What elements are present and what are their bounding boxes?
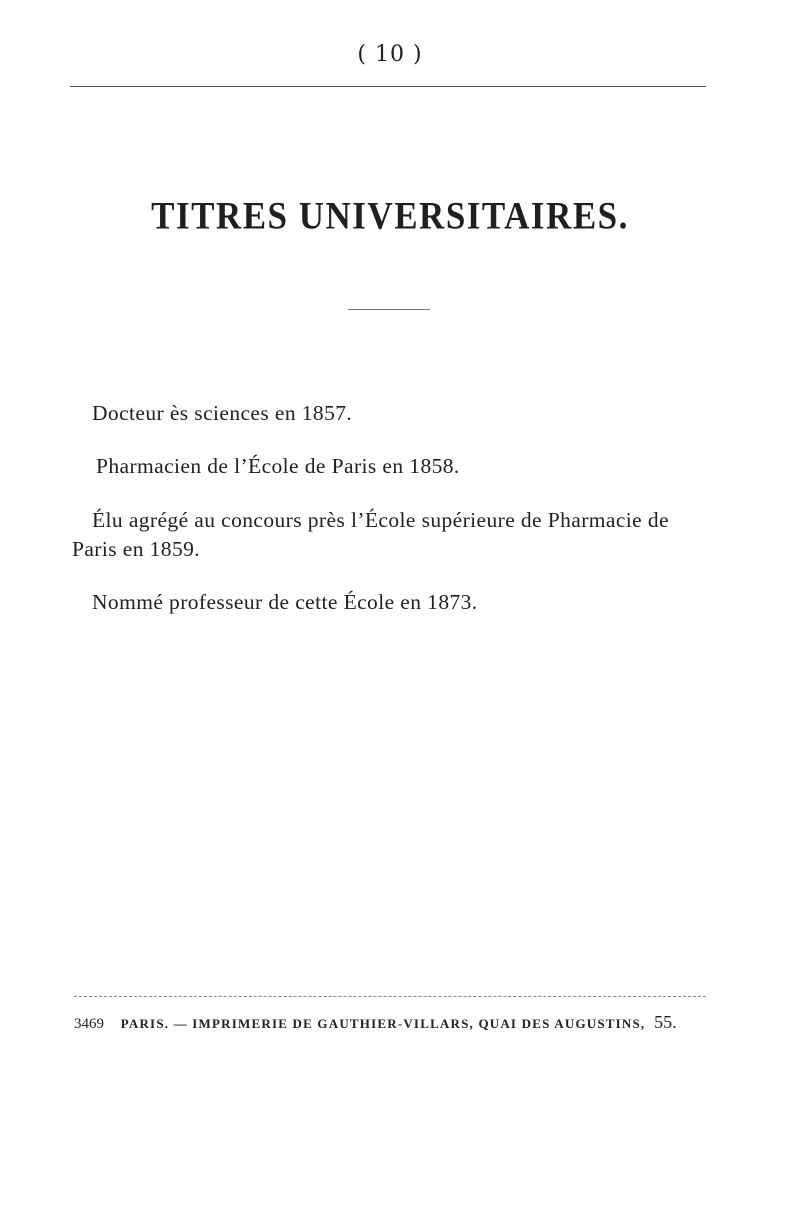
paragraph-doctorate: Docteur ès sciences en 1857. <box>92 401 353 425</box>
page-number: ( 10 ) <box>357 42 423 67</box>
paragraph-professor: Nommé professeur de cette École en 1873. <box>92 590 478 614</box>
imprint-text: PARIS. — IMPRIMERIE DE GAUTHIER-VILLARS, QUAI DES AUGUSTINS, <box>120 1016 646 1031</box>
header-rule <box>70 86 706 87</box>
paragraph-agrege-line-2: Paris en 1859. <box>72 537 201 561</box>
paragraph-pharmacist: Pharmacien de l’École de Paris en 1858. <box>96 454 460 478</box>
printer-imprint <box>74 1012 677 1033</box>
footer-rule <box>74 996 706 997</box>
page-title: TITRES UNIVERSITAIRES. <box>151 193 629 238</box>
imprint-code: 3469 <box>74 1016 104 1032</box>
title-divider <box>348 309 430 310</box>
imprint-number: 55. <box>654 1012 677 1032</box>
paragraph-agrege-line-1: Élu agrégé au concours près l’École supérieure de Pharmacie de <box>92 508 669 532</box>
